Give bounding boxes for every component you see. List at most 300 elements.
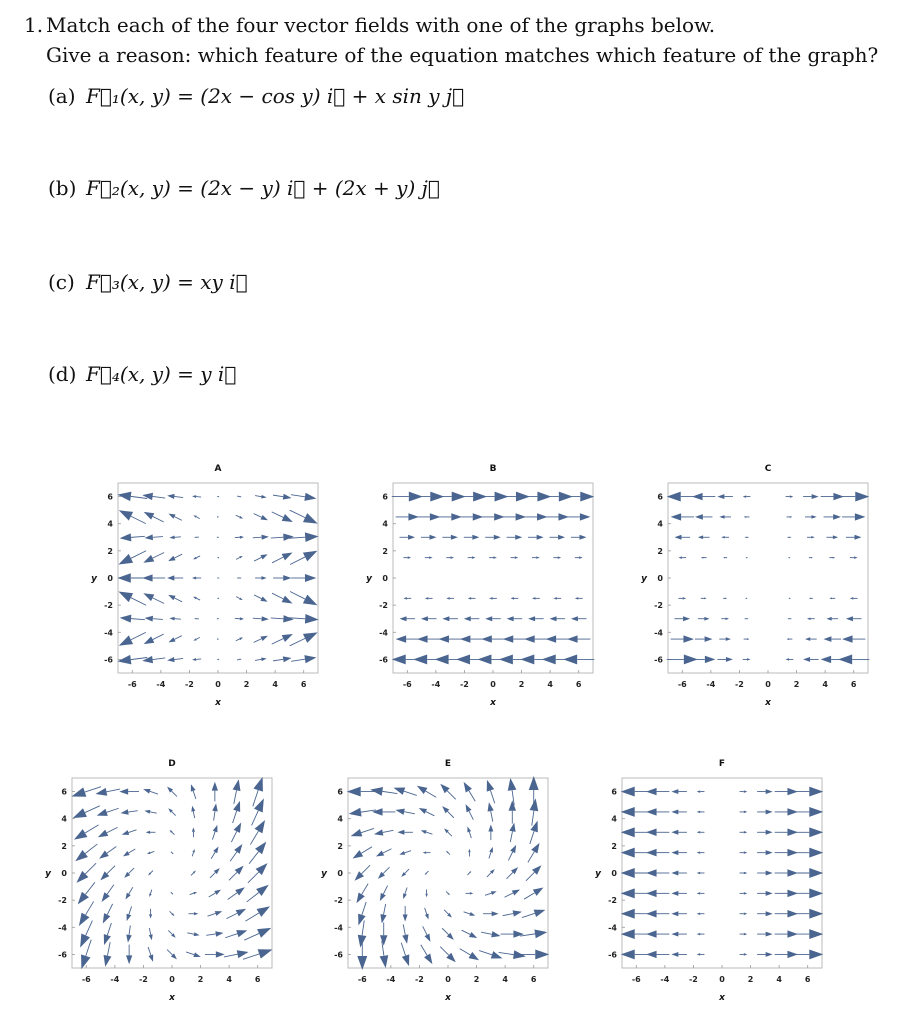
field-arrow xyxy=(396,513,419,520)
field-arrow xyxy=(254,636,268,643)
field-arrow xyxy=(671,789,687,794)
field-arrow xyxy=(290,632,318,645)
field-arrow xyxy=(740,872,748,874)
field-arrow xyxy=(210,868,220,878)
field-arrow xyxy=(143,593,164,603)
field-arrow xyxy=(671,911,687,916)
y-tick-label: -4 xyxy=(58,923,67,933)
vector-plot-f xyxy=(584,750,834,1010)
x-tick-label: 6 xyxy=(300,680,307,689)
question-number: 1. xyxy=(24,13,44,37)
field-arrow xyxy=(207,911,222,916)
field-arrow xyxy=(526,865,542,881)
y-tick-label: 2 xyxy=(611,841,617,851)
x-tick-label: 6 xyxy=(575,680,582,689)
field-arrow xyxy=(671,932,687,937)
field-arrow xyxy=(487,780,495,803)
plot-frame xyxy=(72,778,272,968)
field-arrow xyxy=(509,800,516,823)
field-arrow xyxy=(167,950,177,960)
field-arrow xyxy=(349,808,376,817)
field-arrow xyxy=(403,906,408,922)
field-arrow xyxy=(809,557,813,559)
field-arrow xyxy=(237,659,242,661)
field-arrow xyxy=(253,616,269,621)
field-arrow xyxy=(464,535,480,540)
field-arrow xyxy=(524,513,547,520)
field-arrow xyxy=(740,851,748,853)
field-arrow xyxy=(678,597,686,599)
field-arrow xyxy=(743,658,751,660)
field-arrow xyxy=(723,557,727,559)
field-arrow xyxy=(695,514,712,520)
field-arrow xyxy=(850,556,858,558)
field-arrow xyxy=(98,827,118,837)
field-arrow xyxy=(193,556,200,559)
field-arrow xyxy=(719,637,731,641)
field-arrow xyxy=(167,657,183,662)
question-subtext: Give a reason: which feature of the equation matches which feature of the graph? xyxy=(46,43,879,67)
y-axis-label: y xyxy=(321,869,327,879)
field-arrow xyxy=(671,891,687,896)
field-arrow xyxy=(719,515,731,519)
field-arrow xyxy=(487,869,495,877)
field-arrow xyxy=(697,851,705,853)
field-arrow xyxy=(787,638,793,640)
field-arrow xyxy=(481,635,504,642)
part-a-label: (a) xyxy=(48,84,76,108)
field-arrow xyxy=(142,656,165,663)
x-tick-label: 0 xyxy=(765,680,771,689)
field-arrow xyxy=(671,850,687,855)
field-arrow xyxy=(76,863,96,883)
field-arrow xyxy=(193,515,199,518)
part-d xyxy=(48,362,236,386)
field-arrow xyxy=(695,636,712,642)
y-axis-label: y xyxy=(366,574,372,584)
y-tick-label: 0 xyxy=(107,574,113,583)
field-arrow xyxy=(272,512,293,522)
field-arrow xyxy=(524,635,547,642)
field-arrow xyxy=(217,516,219,518)
field-arrow xyxy=(193,597,200,600)
field-arrow xyxy=(194,618,199,620)
y-tick-label: 2 xyxy=(337,841,343,851)
field-arrow xyxy=(824,514,841,520)
field-arrow xyxy=(225,930,247,938)
field-arrow xyxy=(671,809,687,814)
field-arrow xyxy=(646,930,669,937)
field-arrow xyxy=(546,635,569,642)
field-arrow xyxy=(119,632,146,645)
field-arrow xyxy=(255,495,267,499)
field-arrow xyxy=(244,928,271,940)
y-tick-label: 2 xyxy=(382,546,388,556)
y-tick-label: -6 xyxy=(608,950,617,960)
field-arrow xyxy=(189,912,199,915)
field-arrow xyxy=(745,618,749,620)
field-arrow xyxy=(237,577,242,579)
field-arrow xyxy=(211,847,218,859)
y-tick-label: -4 xyxy=(379,628,388,638)
x-tick-label: -4 xyxy=(431,680,441,689)
y-axis-label: y xyxy=(595,869,601,879)
y-tick-label: -6 xyxy=(654,655,663,665)
field-arrow xyxy=(787,618,791,620)
field-arrow xyxy=(143,789,158,794)
field-arrow xyxy=(374,829,393,835)
field-arrow xyxy=(740,790,748,792)
field-arrow xyxy=(403,888,407,900)
field-arrow xyxy=(224,950,249,958)
field-arrow xyxy=(757,789,773,794)
vector-plot-c xyxy=(630,455,880,715)
y-tick-label: 0 xyxy=(657,574,663,583)
field-arrow xyxy=(503,910,522,916)
y-tick-label: 4 xyxy=(107,519,113,529)
field-arrow xyxy=(100,866,115,881)
field-arrow xyxy=(254,554,268,561)
field-arrow xyxy=(75,844,97,861)
field-arrow xyxy=(236,515,243,518)
field-arrow xyxy=(698,617,710,621)
field-arrow xyxy=(483,911,499,916)
field-arrow xyxy=(192,827,195,837)
field-arrow xyxy=(553,556,561,558)
field-arrow xyxy=(505,889,521,897)
field-arrow xyxy=(186,952,201,957)
field-arrow xyxy=(396,635,419,642)
field-arrow xyxy=(145,534,163,540)
field-arrow xyxy=(253,535,269,540)
field-arrow xyxy=(123,849,135,856)
field-arrow xyxy=(74,825,99,840)
y-tick-label: 4 xyxy=(611,814,617,824)
field-arrow xyxy=(757,932,773,937)
x-tick-label: -4 xyxy=(706,680,716,689)
field-arrow xyxy=(757,809,773,814)
field-arrow xyxy=(803,657,819,662)
field-arrow xyxy=(148,947,153,962)
plot-title: C xyxy=(764,464,772,474)
field-arrow xyxy=(675,535,691,540)
part-a-equation: F⃗₁(x, y) = (2x − cos y) i⃗ + x sin y j⃗ xyxy=(86,84,465,108)
field-arrow xyxy=(167,494,183,499)
field-arrow xyxy=(247,885,269,902)
field-arrow xyxy=(245,906,270,921)
field-arrow xyxy=(249,842,266,864)
field-arrow xyxy=(425,908,429,920)
y-axis-label: y xyxy=(641,574,647,584)
field-arrow xyxy=(380,904,386,923)
field-arrow xyxy=(117,492,147,502)
field-arrow xyxy=(646,910,669,917)
field-arrow xyxy=(485,616,501,621)
field-arrow xyxy=(144,810,156,814)
y-tick-label: -6 xyxy=(334,950,343,960)
field-arrow xyxy=(273,656,291,662)
field-arrow xyxy=(370,787,397,796)
field-arrow xyxy=(217,557,219,559)
field-arrow xyxy=(444,828,452,836)
field-arrow xyxy=(522,910,545,918)
field-arrow xyxy=(675,616,691,621)
field-arrow xyxy=(235,617,244,620)
field-arrow xyxy=(142,493,165,500)
field-arrow xyxy=(464,616,480,621)
question xyxy=(24,10,879,67)
field-arrow xyxy=(563,654,594,664)
field-arrow xyxy=(169,535,180,539)
field-arrow xyxy=(550,616,566,621)
x-tick-label: -4 xyxy=(156,680,166,689)
part-b xyxy=(48,176,440,200)
x-axis-label: x xyxy=(445,993,451,1003)
field-arrow xyxy=(697,831,705,833)
field-arrow xyxy=(788,598,790,600)
part-b-equation: F⃗₂(x, y) = (2x − y) i⃗ + (2x + y) j⃗ xyxy=(86,176,440,200)
field-arrow xyxy=(289,532,319,542)
field-arrow xyxy=(489,597,497,599)
y-tick-label: 2 xyxy=(107,546,113,556)
field-arrow xyxy=(509,823,515,842)
field-arrow xyxy=(553,597,561,599)
plot-title: D xyxy=(168,759,176,769)
x-tick-label: -4 xyxy=(660,975,670,984)
field-arrow xyxy=(168,808,175,815)
field-arrow xyxy=(792,929,823,939)
y-tick-label: 0 xyxy=(611,869,617,878)
field-arrow xyxy=(171,892,173,894)
field-arrow xyxy=(792,787,823,797)
x-tick-label: 6 xyxy=(850,680,857,689)
field-arrow xyxy=(120,533,145,541)
field-arrow xyxy=(466,804,474,820)
y-axis-label: y xyxy=(91,574,97,584)
field-arrow xyxy=(740,811,748,813)
field-arrow xyxy=(421,616,437,621)
field-arrow xyxy=(192,658,201,661)
field-arrow xyxy=(757,830,773,835)
field-arrow xyxy=(423,926,431,942)
field-arrow xyxy=(121,809,138,815)
field-arrow xyxy=(671,871,687,876)
field-arrow xyxy=(824,636,841,642)
field-arrow xyxy=(746,557,748,559)
field-arrow xyxy=(118,591,146,605)
x-tick-label: -2 xyxy=(688,975,698,984)
x-tick-label: 0 xyxy=(719,975,725,984)
field-arrow xyxy=(400,535,416,540)
field-arrow xyxy=(692,656,715,663)
vector-plot-d xyxy=(34,750,284,1010)
field-arrow xyxy=(489,847,493,859)
x-tick-label: -6 xyxy=(81,975,91,984)
field-arrow xyxy=(467,871,471,875)
field-arrow xyxy=(191,806,195,818)
field-arrow xyxy=(395,809,414,815)
x-tick-label: -2 xyxy=(414,975,424,984)
y-tick-label: -2 xyxy=(334,896,343,906)
y-tick-label: 6 xyxy=(657,492,663,502)
field-arrow xyxy=(255,657,267,661)
field-arrow xyxy=(126,945,132,965)
field-arrow xyxy=(417,513,440,520)
field-arrow xyxy=(358,920,367,947)
field-arrow xyxy=(464,782,476,801)
x-tick-label: -6 xyxy=(127,680,137,689)
field-arrow xyxy=(119,510,146,523)
field-arrow xyxy=(190,892,197,895)
field-arrow xyxy=(678,556,686,558)
field-arrow xyxy=(127,906,132,921)
plot-frame xyxy=(393,483,593,673)
field-arrow xyxy=(144,634,164,644)
vector-plot-b xyxy=(355,455,605,715)
field-arrow xyxy=(697,912,705,914)
field-arrow xyxy=(757,850,773,855)
field-arrow xyxy=(488,825,493,841)
x-tick-label: 4 xyxy=(226,975,232,984)
y-tick-label: 6 xyxy=(107,492,113,502)
y-tick-label: 2 xyxy=(657,546,663,556)
field-arrow xyxy=(237,496,242,498)
field-arrow xyxy=(289,614,319,624)
field-arrow xyxy=(646,951,669,958)
field-arrow xyxy=(466,892,474,894)
field-arrow xyxy=(170,830,175,835)
field-arrow xyxy=(291,493,316,501)
field-arrow xyxy=(146,831,156,834)
field-arrow xyxy=(167,575,183,580)
field-arrow xyxy=(80,921,92,948)
plot-title: E xyxy=(444,759,452,769)
field-arrow xyxy=(740,933,748,935)
field-arrow xyxy=(528,616,544,621)
field-arrow xyxy=(421,830,433,834)
field-arrow xyxy=(508,845,516,861)
field-arrow xyxy=(217,577,219,579)
field-arrow xyxy=(126,925,132,942)
part-d-equation: F⃗₄(x, y) = y i⃗ xyxy=(86,362,237,386)
y-tick-label: -2 xyxy=(608,896,617,906)
field-arrow xyxy=(233,779,241,804)
field-arrow xyxy=(168,554,182,561)
field-arrow xyxy=(168,595,182,602)
y-tick-label: -4 xyxy=(654,628,663,638)
field-arrow xyxy=(646,788,669,795)
field-arrow xyxy=(399,851,411,855)
field-arrow xyxy=(217,496,219,498)
y-tick-label: 4 xyxy=(337,814,343,824)
field-arrow xyxy=(401,869,409,877)
field-arrow xyxy=(442,928,454,940)
x-tick-label: 0 xyxy=(490,680,496,689)
field-arrow xyxy=(254,514,268,521)
field-arrow xyxy=(507,616,523,621)
field-arrow xyxy=(353,847,372,859)
field-arrow xyxy=(481,513,504,520)
x-tick-label: 4 xyxy=(272,680,278,689)
field-arrow xyxy=(291,655,316,663)
field-arrow xyxy=(467,826,471,838)
field-arrow xyxy=(78,882,95,904)
field-arrow xyxy=(442,616,458,621)
part-a xyxy=(48,84,464,108)
field-arrow xyxy=(511,556,519,558)
y-tick-label: 0 xyxy=(337,869,343,878)
field-arrow xyxy=(187,932,199,936)
x-tick-label: 0 xyxy=(445,975,451,984)
field-arrow xyxy=(104,923,112,945)
x-tick-label: 4 xyxy=(502,975,508,984)
field-arrow xyxy=(807,617,815,619)
field-arrow xyxy=(255,576,266,580)
field-arrow xyxy=(528,843,540,862)
field-arrow xyxy=(217,536,219,538)
field-arrow xyxy=(740,892,748,894)
field-arrow xyxy=(421,945,433,964)
x-tick-label: -4 xyxy=(110,975,120,984)
y-axis-label: y xyxy=(45,869,51,879)
field-arrow xyxy=(460,949,479,961)
x-axis-label: x xyxy=(490,698,496,708)
field-arrow xyxy=(169,617,180,621)
field-arrow xyxy=(744,516,750,518)
field-arrow xyxy=(233,801,241,823)
field-arrow xyxy=(273,575,291,581)
field-arrow xyxy=(236,637,243,640)
field-arrow xyxy=(792,909,823,919)
field-arrow xyxy=(571,535,587,540)
field-arrow xyxy=(846,616,862,621)
field-arrow xyxy=(425,889,427,897)
field-arrow xyxy=(697,790,705,792)
field-arrow xyxy=(206,931,223,937)
question-text: Match each of the four vector fields with one of the graphs below. xyxy=(46,13,716,37)
field-arrow xyxy=(532,597,540,599)
y-tick-label: 2 xyxy=(61,841,67,851)
field-arrow xyxy=(671,635,694,642)
field-arrow xyxy=(518,949,549,959)
field-arrow xyxy=(485,535,501,540)
field-arrow xyxy=(217,638,219,640)
field-arrow xyxy=(212,803,218,820)
field-arrow xyxy=(97,808,119,816)
field-arrow xyxy=(192,577,201,580)
x-tick-label: -6 xyxy=(402,680,412,689)
field-arrow xyxy=(254,595,268,602)
plot-title: F xyxy=(718,759,726,769)
plot-frame xyxy=(668,483,868,673)
field-arrow xyxy=(446,851,450,855)
field-arrow xyxy=(506,867,518,879)
y-tick-label: -2 xyxy=(104,601,113,611)
field-arrow xyxy=(468,597,476,599)
field-arrow xyxy=(191,871,196,876)
x-tick-label: 4 xyxy=(547,680,553,689)
field-arrow xyxy=(846,535,862,540)
part-b-label: (b) xyxy=(48,176,77,200)
field-arrow xyxy=(149,928,153,940)
field-arrow xyxy=(168,930,175,937)
field-arrow xyxy=(290,510,318,523)
field-arrow xyxy=(397,830,413,835)
field-arrow xyxy=(252,798,264,825)
field-arrow xyxy=(485,891,497,895)
field-arrow xyxy=(446,891,450,895)
field-arrow xyxy=(442,535,458,540)
